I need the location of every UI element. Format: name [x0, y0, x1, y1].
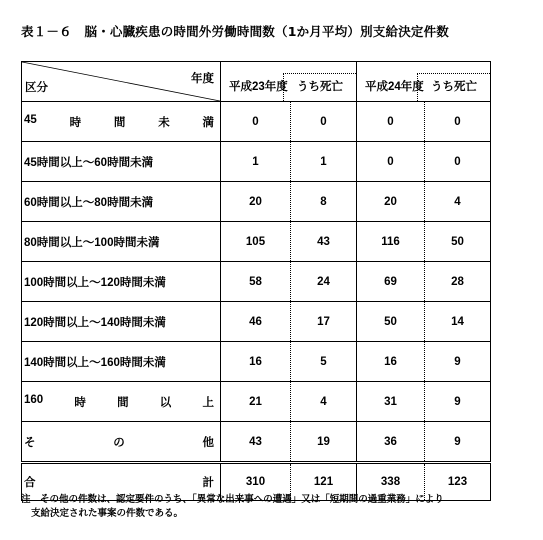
- header-row: [22, 62, 491, 102]
- row-label-part: 160: [24, 393, 44, 406]
- year-label: 平成24年度: [365, 81, 424, 93]
- total-count-cell: 46: [221, 302, 291, 342]
- death-count-cell: 50: [425, 222, 491, 262]
- total-count-cell: 0: [357, 102, 425, 142]
- row-label-part: 時: [74, 396, 86, 409]
- payment-decisions-table: [21, 61, 491, 501]
- total-count-cell: 43: [221, 422, 291, 463]
- footnote-line: 支給決定された事案の件数である。: [31, 508, 184, 519]
- death-sub-header: うち死亡: [283, 73, 356, 101]
- table-row: [22, 182, 491, 222]
- row-label-part: そ: [24, 436, 36, 449]
- row-label-part: 120時間以上～140時間未満: [24, 316, 166, 329]
- table-title: 表１－６ 脳・心臓疾患の時間外労働時間数（1か月平均）別支給決定件数: [21, 24, 449, 39]
- death-count-cell: 4: [291, 382, 357, 422]
- row-label-cell: [22, 102, 221, 142]
- table-row: [22, 222, 491, 262]
- row-label-part: 未: [158, 116, 170, 129]
- row-label-part: 80時間以上～100時間未満: [24, 236, 160, 249]
- category-axis-label: 区分: [25, 82, 48, 94]
- death-count-cell: 14: [425, 302, 491, 342]
- row-label-part: 上: [202, 396, 214, 409]
- year-header-h24: [357, 62, 491, 102]
- table-row: [22, 302, 491, 342]
- footnote: [21, 493, 444, 521]
- row-label-cell: [22, 302, 221, 342]
- total-count-cell: 20: [357, 182, 425, 222]
- row-label-part: 間: [113, 116, 126, 129]
- total-count-cell: 0: [357, 142, 425, 182]
- total-count-cell: 69: [357, 262, 425, 302]
- row-label-part: 時: [69, 116, 82, 129]
- total-count-cell: 116: [357, 222, 425, 262]
- row-label-part: の: [113, 436, 125, 449]
- total-count-cell: 0: [221, 102, 291, 142]
- death-count-cell: 0: [291, 102, 357, 142]
- total-count-cell: 310: [221, 463, 291, 501]
- row-label-cell: [22, 182, 221, 222]
- table-row: [22, 102, 491, 142]
- total-count-cell: 16: [221, 342, 291, 382]
- row-label-cell: [22, 262, 221, 302]
- total-count-cell: 105: [221, 222, 291, 262]
- row-label-part: 合: [24, 477, 36, 489]
- year-label: 平成23年度: [229, 81, 288, 93]
- total-count-cell: 16: [357, 342, 425, 382]
- corner-header-cell: [22, 62, 221, 102]
- death-count-cell: 4: [425, 182, 491, 222]
- row-label-part: 計: [202, 477, 214, 489]
- row-label-cell: [22, 422, 221, 463]
- total-count-cell: 58: [221, 262, 291, 302]
- death-count-cell: 17: [291, 302, 357, 342]
- death-count-cell: 9: [425, 422, 491, 463]
- table-row: [22, 262, 491, 302]
- table-row: [22, 422, 491, 463]
- death-count-cell: 1: [291, 142, 357, 182]
- death-count-cell: 121: [291, 463, 357, 501]
- total-count-cell: 20: [221, 182, 291, 222]
- death-sub-header: うち死亡: [417, 73, 490, 101]
- row-label-part: 60時間以上～80時間未満: [24, 196, 154, 209]
- death-count-cell: 43: [291, 222, 357, 262]
- row-label-cell: [22, 382, 221, 422]
- total-count-cell: 50: [357, 302, 425, 342]
- table-row: [22, 342, 491, 382]
- death-count-cell: 9: [425, 342, 491, 382]
- row-label-cell: [22, 342, 221, 382]
- total-count-cell: 21: [221, 382, 291, 422]
- row-label-part: 100時間以上～120時間未満: [24, 276, 166, 289]
- death-count-cell: 28: [425, 262, 491, 302]
- row-label-part: 満: [202, 116, 214, 129]
- death-count-cell: 24: [291, 262, 357, 302]
- table-row: [22, 142, 491, 182]
- year-header-h23: [221, 62, 357, 102]
- total-count-cell: 36: [357, 422, 425, 463]
- total-count-cell: 31: [357, 382, 425, 422]
- row-label-part: 間: [117, 396, 129, 409]
- death-count-cell: 0: [425, 142, 491, 182]
- row-label-cell: [22, 222, 221, 262]
- death-count-cell: 8: [291, 182, 357, 222]
- row-label-part: 他: [202, 436, 214, 449]
- year-axis-label: 年度: [191, 73, 214, 85]
- footnote-line: 注 その他の件数は、認定要件のうち、「異常な出来事への遭遇」又は「短期間の過重業務」により: [21, 494, 444, 505]
- row-label-part: 45時間以上～60時間未満: [24, 156, 154, 169]
- row-label-part: 以: [159, 396, 172, 409]
- death-count-cell: 19: [291, 422, 357, 463]
- death-count-cell: 123: [425, 463, 491, 501]
- row-label-part: 45: [24, 113, 37, 126]
- total-count-cell: 338: [357, 463, 425, 501]
- row-label-part: 140時間以上～160時間未満: [24, 356, 166, 369]
- death-count-cell: 0: [425, 102, 491, 142]
- death-count-cell: 5: [291, 342, 357, 382]
- table-row: [22, 382, 491, 422]
- death-count-cell: 9: [425, 382, 491, 422]
- total-count-cell: 1: [221, 142, 291, 182]
- row-label-cell: [22, 142, 221, 182]
